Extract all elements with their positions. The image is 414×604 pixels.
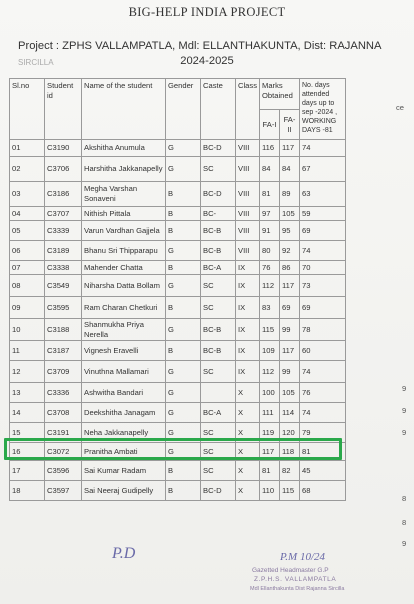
cell-fa1: 110 [260, 481, 280, 501]
cell-days: 81 [300, 443, 346, 461]
header-class: Class [236, 79, 260, 140]
table-row [10, 182, 346, 207]
cell-fa2: 105 [280, 383, 300, 403]
cell-sl: 16 [10, 443, 45, 461]
cell-gender: B [166, 207, 201, 221]
cell-id: C3336 [45, 383, 82, 403]
cell-fa2: 89 [280, 182, 300, 207]
table-row [10, 261, 346, 275]
table-row [10, 481, 346, 501]
stamp-scribble: P.M 10/24 [280, 551, 326, 563]
stamp-line-3: Mdl Ellanthakunta Dist Rajanna Sircilla [250, 586, 345, 592]
cell-sl: 08 [10, 275, 45, 297]
margin-mark: 9 [402, 539, 407, 548]
cell-cls: X [236, 443, 260, 461]
cell-caste: BC-B [201, 319, 236, 341]
cell-id: C3188 [45, 319, 82, 341]
cell-name: Bhanu Sri Thipparapu [82, 241, 166, 261]
cell-gender: G [166, 140, 201, 157]
cell-fa1: 112 [260, 275, 280, 297]
margin-mark: 9 [402, 406, 407, 415]
cell-gender: G [166, 443, 201, 461]
cell-name: Sai Neeraj Gudipelly [82, 481, 166, 501]
header-student-id: Student id [45, 79, 82, 140]
cell-cls: IX [236, 297, 260, 319]
table-row [10, 461, 346, 481]
cell-cls: IX [236, 319, 260, 341]
cell-caste: BC-A [201, 261, 236, 275]
cell-caste: BC-A [201, 403, 236, 423]
cell-name: Nithish Pittala [82, 207, 166, 221]
cell-gender: B [166, 341, 201, 361]
cell-fa1: 84 [260, 157, 280, 182]
cell-sl: 01 [10, 140, 45, 157]
cell-days: 69 [300, 221, 346, 241]
cell-name: Mahender Chatta [82, 261, 166, 275]
cell-id: C3339 [45, 221, 82, 241]
cell-fa1: 81 [260, 182, 280, 207]
cell-id: C3187 [45, 341, 82, 361]
cell-days: 70 [300, 261, 346, 275]
margin-mark: 9 [402, 384, 407, 393]
cell-fa2: 82 [280, 461, 300, 481]
cell-sl: 06 [10, 241, 45, 261]
cell-cls: X [236, 383, 260, 403]
header-slno: Sl.no [10, 79, 45, 140]
cell-caste: BC-D [201, 182, 236, 207]
document-title: BIG-HELP INDIA PROJECT [128, 5, 286, 19]
cell-id: C3191 [45, 423, 82, 443]
cell-name: Shanmukha Priya Nerella [82, 319, 166, 341]
cell-id: C3190 [45, 140, 82, 157]
cell-caste: BC-B [201, 241, 236, 261]
cell-caste: BC- [201, 207, 236, 221]
cell-fa2: 69 [280, 297, 300, 319]
table-row [10, 221, 346, 241]
cell-id: C3189 [45, 241, 82, 261]
cell-name: Neha Jakkanapelly [82, 423, 166, 443]
cell-id: C3595 [45, 297, 82, 319]
cell-fa2: 105 [280, 207, 300, 221]
cell-caste: BC-D [201, 140, 236, 157]
cell-days: 74 [300, 403, 346, 423]
cell-name: Akshitha Anumula [82, 140, 166, 157]
header-name: Name of the student [82, 79, 166, 140]
cell-id: C3549 [45, 275, 82, 297]
cell-days: 45 [300, 461, 346, 481]
cell-cls: IX [236, 341, 260, 361]
headmaster-stamp [242, 552, 362, 600]
cell-fa1: 117 [260, 443, 280, 461]
cell-gender: B [166, 261, 201, 275]
cell-fa2: 84 [280, 157, 300, 182]
header-marks: Marks Obtained [260, 79, 300, 110]
cell-caste [201, 383, 236, 403]
cell-name: Pranitha Ambati [82, 443, 166, 461]
cell-name: Varun Vardhan Gajjela [82, 221, 166, 241]
cell-fa2: 115 [280, 481, 300, 501]
cell-cls: VIII [236, 221, 260, 241]
project-details: Project : ZPHS VALLAMPATLA, Mdl: ELLANTHAKUNTA, Dist: RAJANNA [18, 40, 381, 52]
cell-fa2: 118 [280, 443, 300, 461]
cell-days: 76 [300, 383, 346, 403]
cell-caste: SC [201, 443, 236, 461]
cell-days: 74 [300, 241, 346, 261]
cell-gender: G [166, 361, 201, 383]
cell-fa1: 112 [260, 361, 280, 383]
cell-caste: SC [201, 297, 236, 319]
cell-id: C3596 [45, 461, 82, 481]
cell-fa2: 120 [280, 423, 300, 443]
cell-fa1: 91 [260, 221, 280, 241]
header-gender: Gender [166, 79, 201, 140]
cell-cls: X [236, 461, 260, 481]
academic-year: 2024-2025 [180, 55, 234, 67]
cell-fa1: 83 [260, 297, 280, 319]
margin-mark: ce [396, 103, 405, 112]
table-row [10, 241, 346, 261]
table-row [10, 157, 346, 182]
cell-sl: 03 [10, 182, 45, 207]
cell-fa1: 115 [260, 319, 280, 341]
cell-cls: VIII [236, 241, 260, 261]
table-row [10, 341, 346, 361]
header-caste: Caste [201, 79, 236, 140]
cell-name: Vignesh Eravelli [82, 341, 166, 361]
cell-gender: B [166, 481, 201, 501]
cell-sl: 05 [10, 221, 45, 241]
cell-name: Deekshitha Janagam [82, 403, 166, 423]
header-days: No. days attended days up to sep -2024 , WORKING DAYS -81 [300, 79, 346, 140]
cell-cls: X [236, 403, 260, 423]
cell-sl: 09 [10, 297, 45, 319]
cell-fa2: 117 [280, 341, 300, 361]
cell-sl: 12 [10, 361, 45, 383]
header-fa1: FA-I [260, 110, 280, 140]
cell-sl: 13 [10, 383, 45, 403]
cell-days: 59 [300, 207, 346, 221]
cell-id: C3072 [45, 443, 82, 461]
cell-cls: VIII [236, 207, 260, 221]
cell-days: 67 [300, 157, 346, 182]
cell-fa1: 76 [260, 261, 280, 275]
cell-caste: SC [201, 361, 236, 383]
cell-sl: 15 [10, 423, 45, 443]
cell-fa1: 80 [260, 241, 280, 261]
cell-gender: B [166, 297, 201, 319]
cell-gender: G [166, 319, 201, 341]
signature: P.D [112, 545, 136, 562]
cell-gender: B [166, 461, 201, 481]
cell-sl: 04 [10, 207, 45, 221]
cell-cls: IX [236, 275, 260, 297]
cell-gender: G [166, 275, 201, 297]
cell-fa2: 95 [280, 221, 300, 241]
cell-cls: VIII [236, 140, 260, 157]
cell-days: 74 [300, 361, 346, 383]
cell-caste: SC [201, 461, 236, 481]
cell-id: C3706 [45, 157, 82, 182]
cell-caste: BC-D [201, 481, 236, 501]
cell-id: C3709 [45, 361, 82, 383]
cell-caste: BC-B [201, 221, 236, 241]
cell-days: 78 [300, 319, 346, 341]
cell-fa2: 86 [280, 261, 300, 275]
cell-name: Harshitha Jakkanapelly [82, 157, 166, 182]
cell-fa2: 117 [280, 275, 300, 297]
cell-days: 79 [300, 423, 346, 443]
table-row [10, 275, 346, 297]
table-row [10, 319, 346, 341]
cell-sl: 10 [10, 319, 45, 341]
cell-sl: 14 [10, 403, 45, 423]
cell-name: Ashwitha Bandari [82, 383, 166, 403]
table-row [10, 297, 346, 319]
project-details-cut: SIRCILLA [18, 58, 54, 67]
cell-cls: X [236, 481, 260, 501]
cell-name: Sai Kumar Radam [82, 461, 166, 481]
cell-name: Megha Varshan Sonaveni [82, 182, 166, 207]
stamp-line-1: Gazetted Headmaster G.P [252, 567, 329, 574]
cell-caste: SC [201, 423, 236, 443]
table-row [10, 383, 346, 403]
cell-fa1: 81 [260, 461, 280, 481]
cell-fa2: 114 [280, 403, 300, 423]
cell-name: Niharsha Datta Bollam [82, 275, 166, 297]
table-row [10, 207, 346, 221]
cell-id: C3338 [45, 261, 82, 275]
cell-sl: 11 [10, 341, 45, 361]
cell-caste: SC [201, 275, 236, 297]
cell-gender: B [166, 221, 201, 241]
cell-name: Ram Charan Chetkuri [82, 297, 166, 319]
cell-fa1: 97 [260, 207, 280, 221]
cell-cls: X [236, 423, 260, 443]
cell-fa1: 119 [260, 423, 280, 443]
cell-days: 68 [300, 481, 346, 501]
cell-gender: B [166, 182, 201, 207]
cell-fa2: 99 [280, 361, 300, 383]
header-fa2: FA-II [280, 110, 300, 140]
cell-sl: 07 [10, 261, 45, 275]
cell-days: 73 [300, 275, 346, 297]
cell-days: 69 [300, 297, 346, 319]
margin-mark: 8 [402, 518, 407, 527]
stamp-line-2: Z.P.H.S. VALLAMPATLA [254, 576, 337, 583]
cell-cls: IX [236, 361, 260, 383]
cell-cls: VIII [236, 182, 260, 207]
table-row [10, 140, 346, 157]
cell-caste: SC [201, 157, 236, 182]
cell-id: C3186 [45, 182, 82, 207]
cell-fa2: 99 [280, 319, 300, 341]
cell-days: 63 [300, 182, 346, 207]
cell-gender: G [166, 241, 201, 261]
cell-name: Vinuthna Mallamari [82, 361, 166, 383]
cell-id: C3708 [45, 403, 82, 423]
cell-fa2: 92 [280, 241, 300, 261]
cell-cls: VIII [236, 157, 260, 182]
cell-fa1: 111 [260, 403, 280, 423]
table-row [10, 403, 346, 423]
margin-mark: 8 [402, 494, 407, 503]
cell-sl: 02 [10, 157, 45, 182]
cell-fa1: 109 [260, 341, 280, 361]
cell-gender: G [166, 403, 201, 423]
highlight-box [4, 438, 342, 460]
cell-sl: 17 [10, 461, 45, 481]
cell-days: 60 [300, 341, 346, 361]
cell-fa2: 117 [280, 140, 300, 157]
cell-gender: G [166, 423, 201, 443]
cell-gender: G [166, 383, 201, 403]
cell-fa1: 116 [260, 140, 280, 157]
cell-id: C3597 [45, 481, 82, 501]
cell-id: C3707 [45, 207, 82, 221]
table-row [10, 361, 346, 383]
cell-cls: IX [236, 261, 260, 275]
cell-gender: G [166, 157, 201, 182]
cell-fa1: 100 [260, 383, 280, 403]
margin-mark: 9 [402, 428, 407, 437]
cell-sl: 18 [10, 481, 45, 501]
cell-days: 74 [300, 140, 346, 157]
cell-caste: BC-B [201, 341, 236, 361]
